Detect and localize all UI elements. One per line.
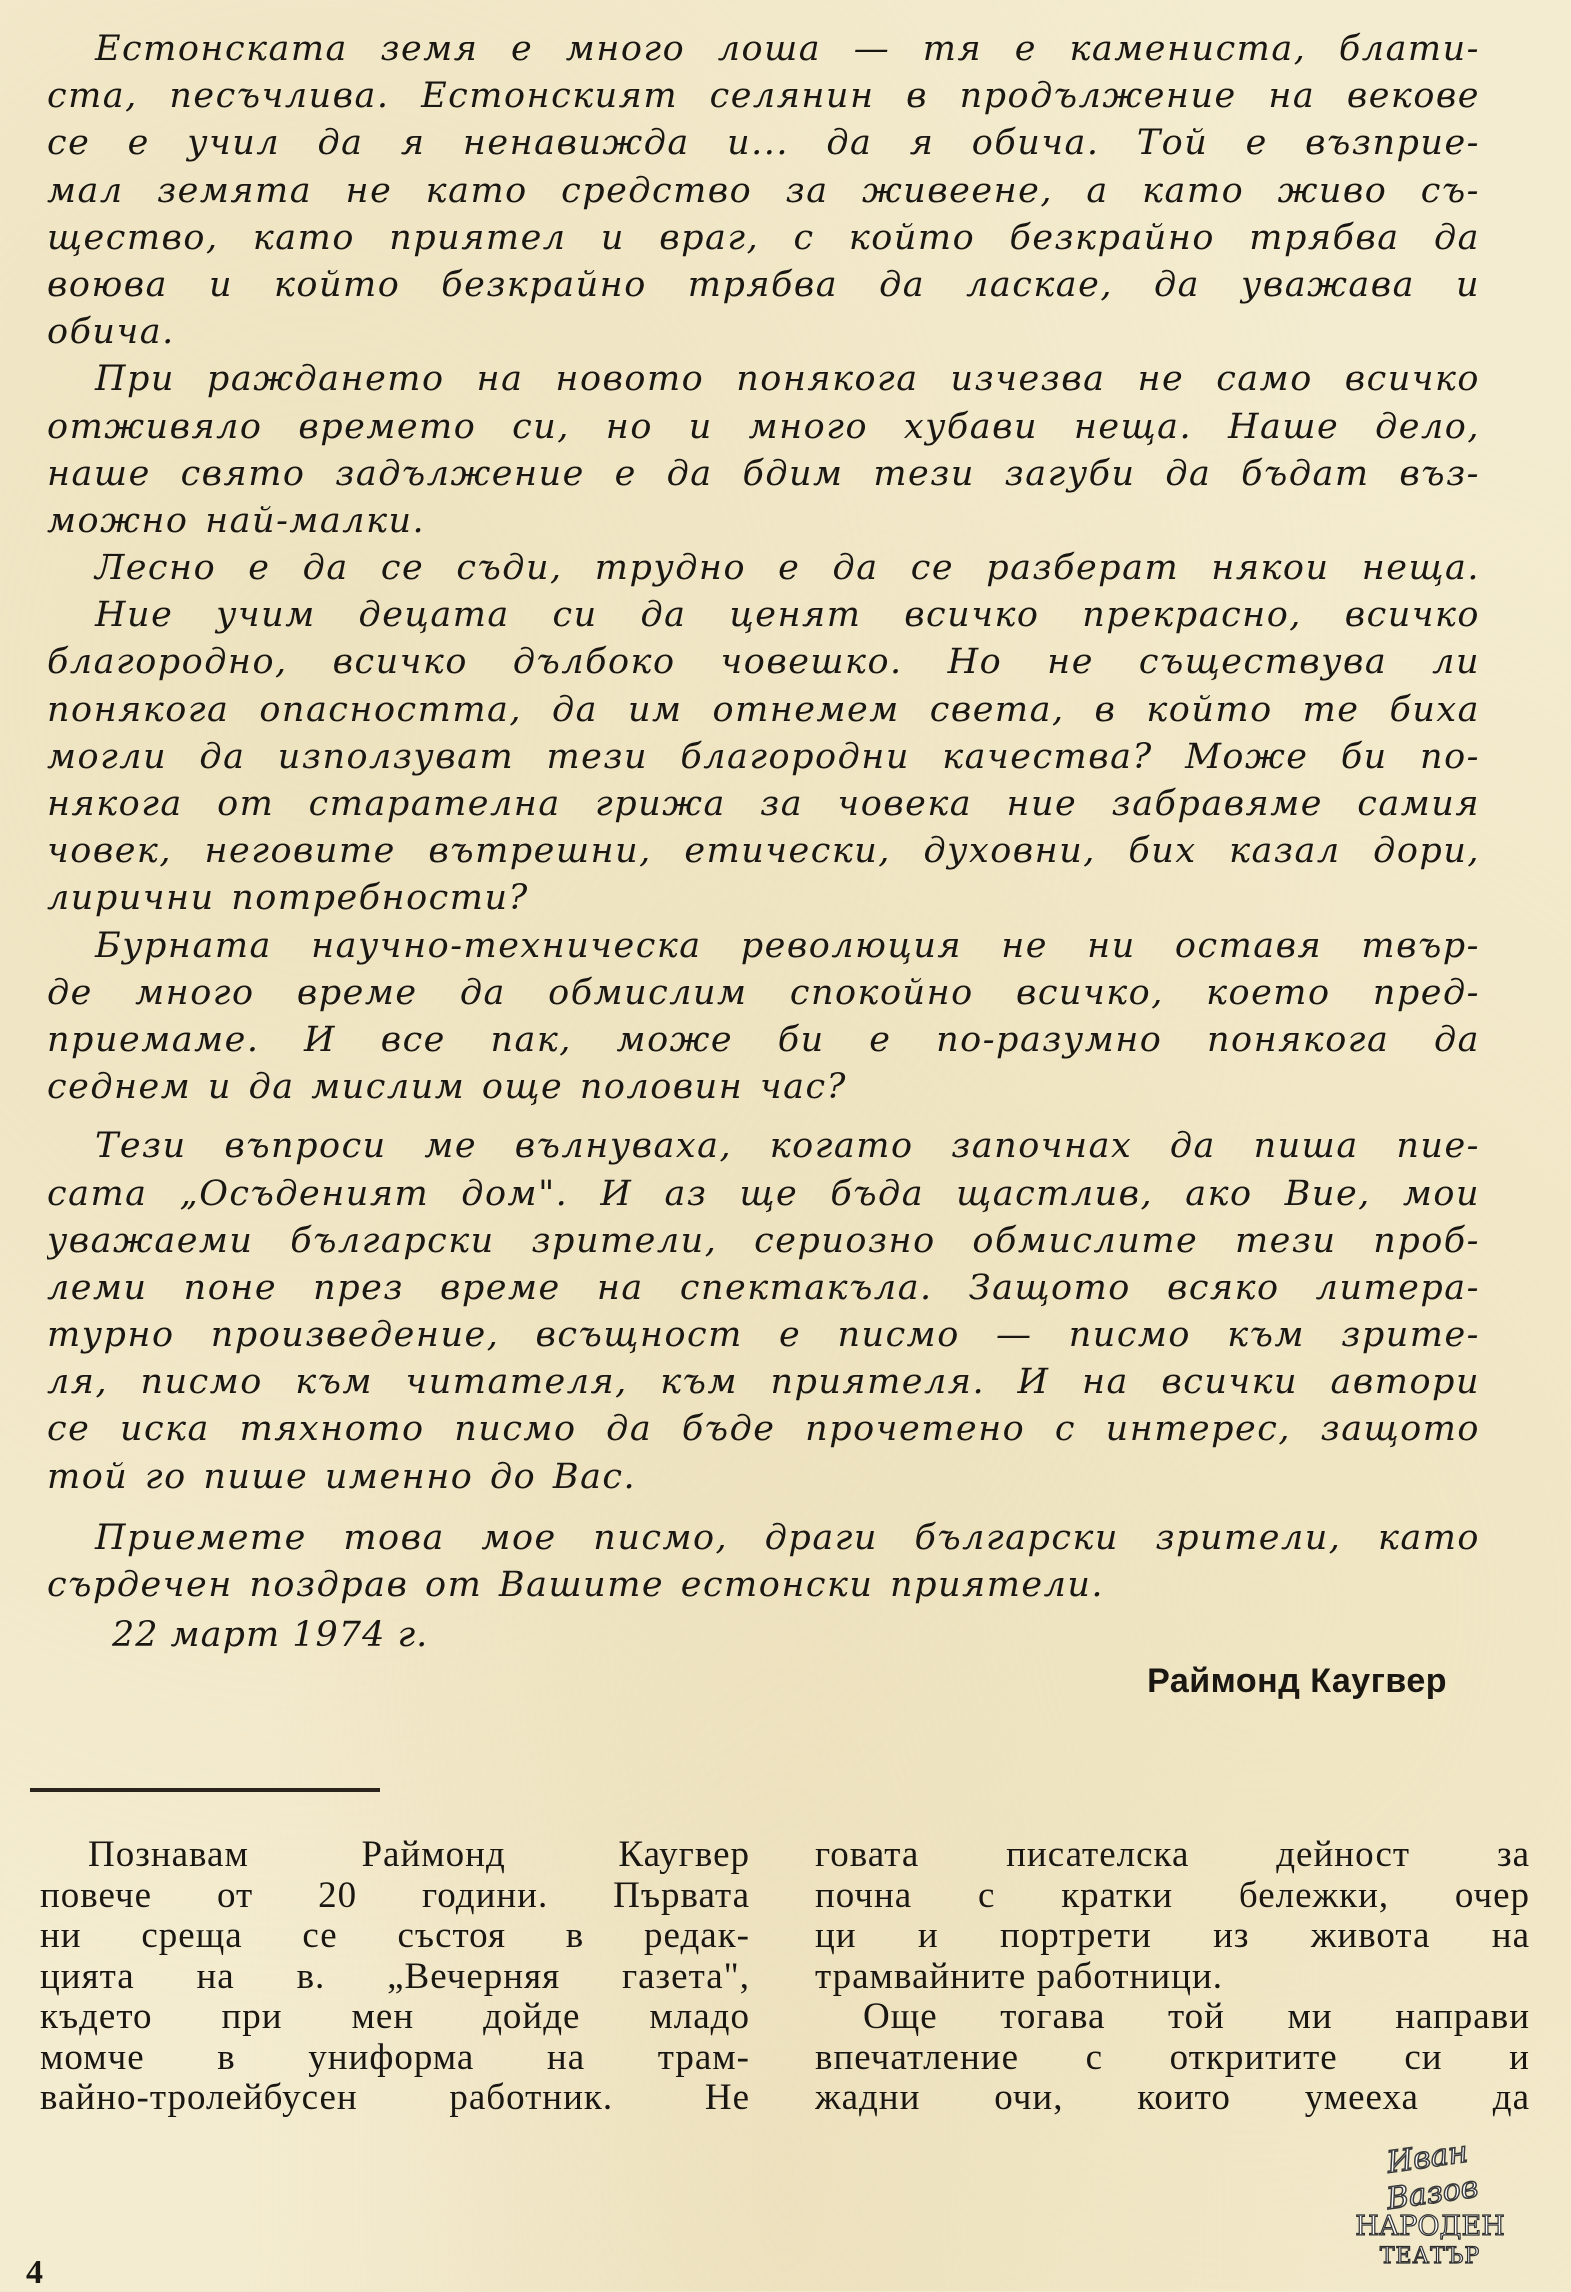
text-line: уважаеми български зрители, сериозно обмислите тези проб- — [47, 1220, 1480, 1261]
text-line: При раждането на новото понякога изчезва не само всичко — [95, 359, 1480, 400]
letter-body — [47, 26, 1480, 1609]
text-line: момче в униформа на трам- — [40, 2037, 750, 2078]
text-line: седнем и да мислим още половин час? — [47, 1067, 847, 1108]
text-line: турно произведение, всъщност е писмо — писмо към зрите- — [47, 1315, 1480, 1356]
text-line: де много време да обмислим спокойно всичко, което пред- — [47, 972, 1480, 1013]
text-line: където при мен дойде младо — [40, 1997, 750, 2037]
text-line: той го пише именно до Вас. — [47, 1456, 637, 1497]
paragraph — [47, 26, 1480, 356]
logo-line-2: ТЕАТЪР — [1379, 2244, 1481, 2269]
text-line: човек, неговите вътрешни, етически, духовни, бих казал дори, — [47, 831, 1480, 872]
paragraph — [47, 545, 1480, 592]
text-line: лирични потребности? — [47, 878, 529, 919]
footnote-divider — [30, 1788, 380, 1792]
text-line: жадни очи, които умееха да — [815, 2078, 1530, 2118]
logo-line-1: НАРОДЕН — [1355, 2211, 1505, 2242]
text-line: почна с кратки бележки, очер — [815, 1875, 1530, 1916]
footnote-column-right — [815, 1835, 1530, 2119]
text-line: наше свято задължение е да бдим тези загуби да бъдат въз- — [47, 453, 1480, 494]
text-line: ни среща се състоя в редак- — [40, 1916, 750, 1956]
text-line: ста, песъчлива. Естонският селянин в продължение на векове — [47, 76, 1480, 117]
text-line: Приемете това мое писмо, драги български зрители, като — [95, 1517, 1480, 1558]
author-signature: Раймонд Каугвер — [1147, 1662, 1447, 1700]
text-line: Лесно е да се съди, трудно е да се разберат някои неща. — [95, 548, 1480, 589]
text-line: говата писателска дейност за — [815, 1835, 1530, 1875]
text-line: вайно-тролейбусен работник. Не — [40, 2078, 750, 2118]
text-line: се иска тяхното писмо да бъде прочетено с интерес, защото — [47, 1409, 1480, 1450]
text-line: сата „Осъденият дом". И аз ще бъда щастлив, ако Вие, мои — [47, 1173, 1480, 1214]
letter-date: 22 март 1974 г. — [112, 1615, 429, 1655]
text-line: щество, като приятел и враг, с който безкрайно трябва да — [47, 217, 1480, 258]
text-line: трамвайните работници. — [815, 1956, 1223, 1997]
text-line: цията на в. „Вечерняя газета", — [40, 1956, 750, 1997]
text-line: се е учил да я ненавижда и... да я обича. Той е възприе- — [47, 123, 1480, 164]
paragraph — [47, 1515, 1480, 1609]
text-line: мал земята не като средство за живеене, а като живо съ- — [47, 170, 1480, 211]
footnote-column-left — [40, 1835, 750, 2119]
logo-signature: Иван Вазов — [1384, 2134, 1481, 2218]
text-line: Бурната научно-техническа революция не ни оставя твър- — [95, 925, 1480, 966]
text-line: благородно, всичко дълбоко човешко. Но не съществува ли — [47, 642, 1480, 683]
text-line: Тези въпроси ме вълнуваха, когато започнах да пиша пие- — [95, 1126, 1480, 1167]
page-number: 4 — [26, 2254, 43, 2291]
paragraph — [47, 923, 1480, 1112]
text-line: леми поне през време на спектакъла. Защото всяко литера- — [47, 1267, 1480, 1308]
text-line: могли да използуват тези благородни качества? Може би по- — [47, 736, 1480, 777]
national-theatre-logo — [1345, 2134, 1515, 2269]
paragraph — [47, 592, 1480, 922]
text-line: Ние учим децата си да ценят всичко прекрасно, всичко — [95, 595, 1480, 636]
text-line: Познавам Раймонд Каугвер — [88, 1835, 750, 1875]
text-line: Още тогава той ми направи — [863, 1997, 1530, 2037]
text-line: повече от 20 години. Първата — [40, 1875, 750, 1916]
text-line: някога от старателна грижа за човека ние забравяме самия — [47, 784, 1480, 824]
text-line: Естонската земя е много лоша — тя е камениста, блати- — [95, 29, 1480, 69]
text-line: воюва и който безкрайно трябва да ласкае, да уважава и — [47, 264, 1480, 305]
text-line: отживяло времето си, но и много хубави неща. Наше дело, — [47, 406, 1480, 447]
paragraph — [47, 1123, 1480, 1501]
text-line: сърдечен поздрав от Вашите естонски приятели. — [47, 1565, 1105, 1605]
text-line: ля, писмо към читателя, към приятеля. И на всички автори — [47, 1362, 1480, 1403]
text-line: ци и портрети из живота на — [815, 1916, 1530, 1956]
text-line: обича. — [47, 312, 175, 353]
text-line: можно най-малки. — [47, 500, 426, 541]
paragraph — [47, 356, 1480, 545]
text-line: понякога опасността, да им отнемем света, в който те биха — [47, 689, 1480, 730]
text-line: впечатление с откритите си и — [815, 2037, 1530, 2078]
text-line: приемаме. И все пак, може би е по-разумно понякога да — [47, 1019, 1480, 1060]
